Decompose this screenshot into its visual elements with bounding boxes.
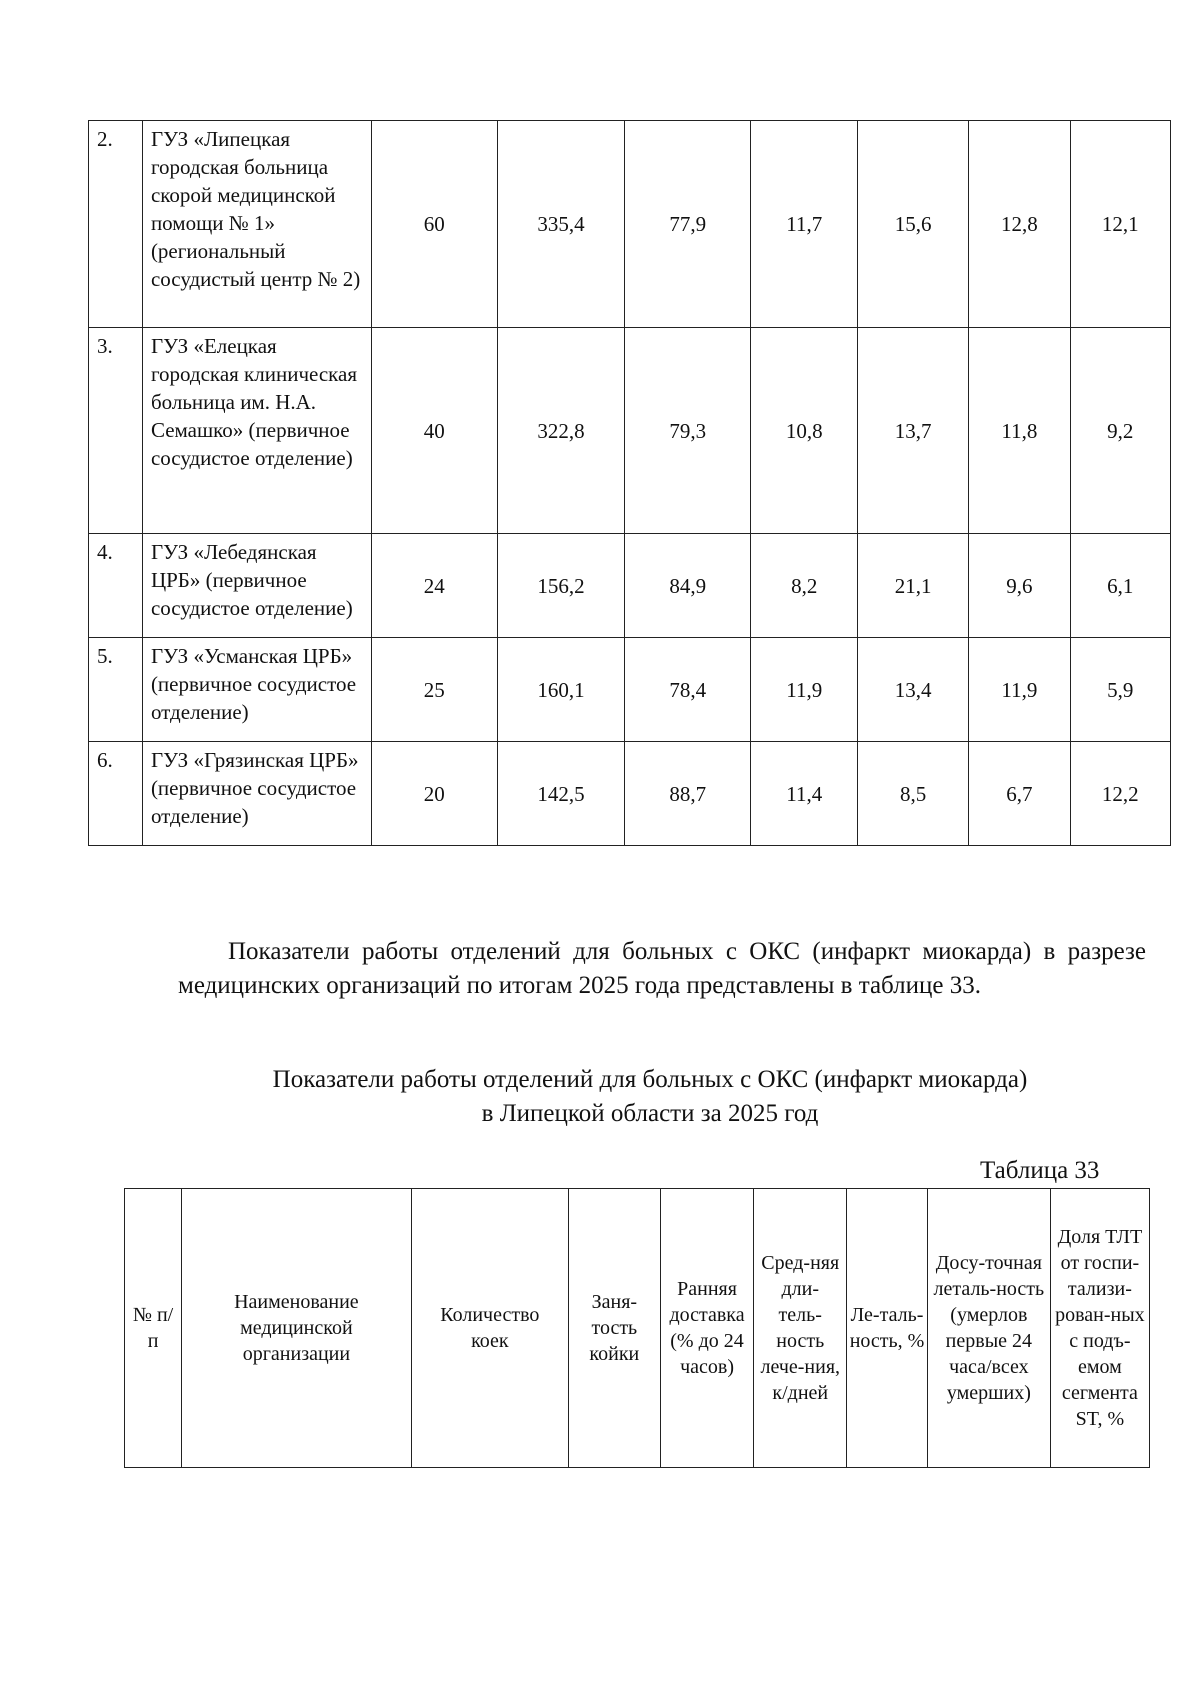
cell-early-delivery: 84,9 bbox=[625, 534, 751, 638]
caption-line-2: в Липецкой области за 2025 год bbox=[481, 1100, 819, 1127]
cell-mortality: 8,5 bbox=[858, 742, 969, 846]
cell-beds: 24 bbox=[371, 534, 497, 638]
hospital-table-continuation bbox=[88, 120, 1171, 846]
row-number: 3. bbox=[89, 328, 143, 534]
header-tlt-share: Доля ТЛТ от госпи-тализи-рован-ных с подъ-емом сегмента ST, % bbox=[1050, 1189, 1149, 1468]
organization-name: ГУЗ «Лебедянская ЦРБ» (первичное сосудистое отделение) bbox=[142, 534, 371, 638]
organization-name: ГУЗ «Грязинская ЦРБ» (первичное сосудистое отделение) bbox=[142, 742, 371, 846]
cell-avg-stay: 8,2 bbox=[751, 534, 858, 638]
cell-tlt-share: 5,9 bbox=[1070, 638, 1170, 742]
header-beds: Количество коек bbox=[411, 1189, 568, 1468]
table-row bbox=[89, 638, 1171, 742]
cell-avg-stay: 10,8 bbox=[751, 328, 858, 534]
cell-mortality: 15,6 bbox=[858, 121, 969, 328]
header-org-name: Наименование медицинской организации bbox=[182, 1189, 412, 1468]
table-row bbox=[89, 742, 1171, 846]
cell-beds: 25 bbox=[371, 638, 497, 742]
row-number: 6. bbox=[89, 742, 143, 846]
header-early-mortality: Досу-точная леталь-ность (умерлов первые 24 часа/всех умерших) bbox=[927, 1189, 1050, 1468]
cell-tlt-share: 12,2 bbox=[1070, 742, 1170, 846]
cell-mortality: 13,4 bbox=[858, 638, 969, 742]
header-occupancy: Заня-тость койки bbox=[569, 1189, 661, 1468]
table-number-label: Таблица 33 bbox=[980, 1157, 1100, 1184]
cell-early-delivery: 88,7 bbox=[625, 742, 751, 846]
cell-beds: 60 bbox=[371, 121, 497, 328]
cell-occupancy: 156,2 bbox=[497, 534, 624, 638]
header-mortality: Ле-таль-ность, % bbox=[847, 1189, 928, 1468]
cell-beds: 20 bbox=[371, 742, 497, 846]
cell-early-delivery: 79,3 bbox=[625, 328, 751, 534]
cell-tlt-share: 6,1 bbox=[1070, 534, 1170, 638]
cell-avg-stay: 11,7 bbox=[751, 121, 858, 328]
cell-early-delivery: 78,4 bbox=[625, 638, 751, 742]
caption-line-1: Показатели работы отделений для больных с ОКС (инфаркт миокарда) bbox=[272, 1066, 1028, 1093]
header-early-delivery: Ранняя доставка (% до 24 часов) bbox=[660, 1189, 754, 1468]
cell-occupancy: 335,4 bbox=[497, 121, 624, 328]
organization-name: ГУЗ «Усманская ЦРБ» (первичное сосудистое отделение) bbox=[142, 638, 371, 742]
cell-early-delivery: 77,9 bbox=[625, 121, 751, 328]
table-row bbox=[89, 121, 1171, 328]
cell-occupancy: 142,5 bbox=[497, 742, 624, 846]
header-num: № п/п bbox=[125, 1189, 182, 1468]
row-number: 4. bbox=[89, 534, 143, 638]
organization-name: ГУЗ «Елецкая городская клиническая больница им. Н.А. Семашко» (первичное сосудистое отделение) bbox=[142, 328, 371, 534]
intro-paragraph: Показатели работы отделений для больных с ОКС (инфаркт миокарда) в разрезе медицинских организаций по итогам 2025 года представлены в таблице 33. bbox=[178, 938, 1146, 999]
cell-avg-stay: 11,4 bbox=[751, 742, 858, 846]
cell-early-mortality: 11,8 bbox=[969, 328, 1070, 534]
cell-early-mortality: 11,9 bbox=[969, 638, 1070, 742]
cell-early-mortality: 12,8 bbox=[969, 121, 1070, 328]
cell-mortality: 13,7 bbox=[858, 328, 969, 534]
header-row bbox=[125, 1189, 1150, 1468]
header-avg-stay: Сред-няя дли-тель-ность лече-ния, к/дней bbox=[754, 1189, 847, 1468]
row-number: 5. bbox=[89, 638, 143, 742]
cell-occupancy: 322,8 bbox=[497, 328, 624, 534]
cell-early-mortality: 9,6 bbox=[969, 534, 1070, 638]
cell-beds: 40 bbox=[371, 328, 497, 534]
cell-avg-stay: 11,9 bbox=[751, 638, 858, 742]
cell-mortality: 21,1 bbox=[858, 534, 969, 638]
cell-tlt-share: 12,1 bbox=[1070, 121, 1170, 328]
cell-occupancy: 160,1 bbox=[497, 638, 624, 742]
cell-tlt-share: 9,2 bbox=[1070, 328, 1170, 534]
organization-name: ГУЗ «Липецкая городская больница скорой медицинской помощи № 1» (региональный сосудистый центр № 2) bbox=[142, 121, 371, 328]
table-caption bbox=[120, 1063, 1180, 1131]
table-row bbox=[89, 328, 1171, 534]
table-row bbox=[89, 534, 1171, 638]
cell-early-mortality: 6,7 bbox=[969, 742, 1070, 846]
table-33-header bbox=[124, 1188, 1150, 1468]
row-number: 2. bbox=[89, 121, 143, 328]
